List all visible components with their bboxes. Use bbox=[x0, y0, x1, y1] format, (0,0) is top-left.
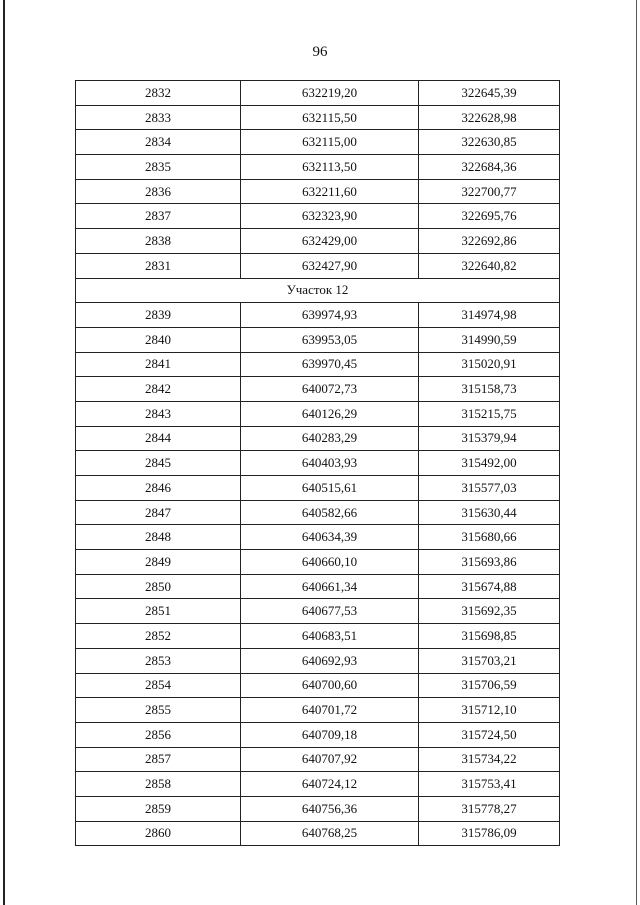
y-coordinate-cell: 322700,77 bbox=[419, 179, 560, 204]
x-coordinate-cell: 640661,34 bbox=[241, 574, 419, 599]
table-row bbox=[76, 550, 560, 575]
point-number-cell: 2839 bbox=[76, 303, 241, 328]
table-row bbox=[76, 352, 560, 377]
x-coordinate-cell: 639974,93 bbox=[241, 303, 419, 328]
table-row bbox=[76, 179, 560, 204]
y-coordinate-cell: 322645,39 bbox=[419, 81, 560, 106]
y-coordinate-cell: 315577,03 bbox=[419, 476, 560, 501]
point-number-cell: 2834 bbox=[76, 130, 241, 155]
x-coordinate-cell: 640700,60 bbox=[241, 673, 419, 698]
point-number-cell: 2833 bbox=[76, 105, 241, 130]
x-coordinate-cell: 639953,05 bbox=[241, 327, 419, 352]
y-coordinate-cell: 322628,98 bbox=[419, 105, 560, 130]
table-section-header bbox=[76, 278, 560, 303]
y-coordinate-cell: 314990,59 bbox=[419, 327, 560, 352]
y-coordinate-cell: 315753,41 bbox=[419, 772, 560, 797]
table-row bbox=[76, 105, 560, 130]
table-row bbox=[76, 451, 560, 476]
point-number-cell: 2847 bbox=[76, 500, 241, 525]
table-row bbox=[76, 204, 560, 229]
point-number-cell: 2835 bbox=[76, 155, 241, 180]
table-row bbox=[76, 81, 560, 106]
table-row bbox=[76, 253, 560, 278]
y-coordinate-cell: 314974,98 bbox=[419, 303, 560, 328]
x-coordinate-cell: 632429,00 bbox=[241, 229, 419, 254]
table-row bbox=[76, 426, 560, 451]
point-number-cell: 2856 bbox=[76, 722, 241, 747]
y-coordinate-cell: 315158,73 bbox=[419, 377, 560, 402]
x-coordinate-cell: 640683,51 bbox=[241, 624, 419, 649]
x-coordinate-cell: 640692,93 bbox=[241, 648, 419, 673]
page-left-edge bbox=[3, 0, 5, 905]
point-number-cell: 2858 bbox=[76, 772, 241, 797]
y-coordinate-cell: 322630,85 bbox=[419, 130, 560, 155]
y-coordinate-cell: 315692,35 bbox=[419, 599, 560, 624]
point-number-cell: 2845 bbox=[76, 451, 241, 476]
page-right-edge bbox=[636, 0, 637, 905]
point-number-cell: 2853 bbox=[76, 648, 241, 673]
x-coordinate-cell: 632427,90 bbox=[241, 253, 419, 278]
point-number-cell: 2843 bbox=[76, 401, 241, 426]
point-number-cell: 2859 bbox=[76, 796, 241, 821]
table-row bbox=[76, 476, 560, 501]
table-row bbox=[76, 574, 560, 599]
x-coordinate-cell: 632115,00 bbox=[241, 130, 419, 155]
y-coordinate-cell: 315778,27 bbox=[419, 796, 560, 821]
table-row bbox=[76, 130, 560, 155]
x-coordinate-cell: 640768,25 bbox=[241, 821, 419, 846]
y-coordinate-cell: 315724,50 bbox=[419, 722, 560, 747]
table-row bbox=[76, 500, 560, 525]
x-coordinate-cell: 640403,93 bbox=[241, 451, 419, 476]
y-coordinate-cell: 322640,82 bbox=[419, 253, 560, 278]
table-row bbox=[76, 698, 560, 723]
table-row bbox=[76, 599, 560, 624]
y-coordinate-cell: 315379,94 bbox=[419, 426, 560, 451]
x-coordinate-cell: 640724,12 bbox=[241, 772, 419, 797]
point-number-cell: 2849 bbox=[76, 550, 241, 575]
table-row bbox=[76, 229, 560, 254]
table-row bbox=[76, 155, 560, 180]
point-number-cell: 2842 bbox=[76, 377, 241, 402]
y-coordinate-cell: 315706,59 bbox=[419, 673, 560, 698]
x-coordinate-cell: 640660,10 bbox=[241, 550, 419, 575]
point-number-cell: 2851 bbox=[76, 599, 241, 624]
point-number-cell: 2848 bbox=[76, 525, 241, 550]
x-coordinate-cell: 639970,45 bbox=[241, 352, 419, 377]
y-coordinate-cell: 322695,76 bbox=[419, 204, 560, 229]
point-number-cell: 2846 bbox=[76, 476, 241, 501]
point-number-cell: 2841 bbox=[76, 352, 241, 377]
x-coordinate-cell: 640283,29 bbox=[241, 426, 419, 451]
table-row bbox=[76, 722, 560, 747]
y-coordinate-cell: 315734,22 bbox=[419, 747, 560, 772]
table-row bbox=[76, 796, 560, 821]
point-number-cell: 2860 bbox=[76, 821, 241, 846]
table-row bbox=[76, 401, 560, 426]
table-row bbox=[76, 673, 560, 698]
point-number-cell: 2850 bbox=[76, 574, 241, 599]
x-coordinate-cell: 640126,29 bbox=[241, 401, 419, 426]
y-coordinate-cell: 315712,10 bbox=[419, 698, 560, 723]
y-coordinate-cell: 315786,09 bbox=[419, 821, 560, 846]
point-number-cell: 2836 bbox=[76, 179, 241, 204]
x-coordinate-cell: 640709,18 bbox=[241, 722, 419, 747]
y-coordinate-cell: 315698,85 bbox=[419, 624, 560, 649]
x-coordinate-cell: 640515,61 bbox=[241, 476, 419, 501]
y-coordinate-cell: 315703,21 bbox=[419, 648, 560, 673]
table-row bbox=[76, 525, 560, 550]
y-coordinate-cell: 315492,00 bbox=[419, 451, 560, 476]
y-coordinate-cell: 315674,88 bbox=[419, 574, 560, 599]
table-row bbox=[76, 327, 560, 352]
x-coordinate-cell: 640634,39 bbox=[241, 525, 419, 550]
x-coordinate-cell: 640707,92 bbox=[241, 747, 419, 772]
y-coordinate-cell: 315215,75 bbox=[419, 401, 560, 426]
x-coordinate-cell: 632211,60 bbox=[241, 179, 419, 204]
table-row bbox=[76, 747, 560, 772]
point-number-cell: 2840 bbox=[76, 327, 241, 352]
table-body-before-section bbox=[76, 81, 560, 279]
x-coordinate-cell: 632115,50 bbox=[241, 105, 419, 130]
y-coordinate-cell: 322692,86 bbox=[419, 229, 560, 254]
section-row bbox=[76, 278, 560, 303]
x-coordinate-cell: 640701,72 bbox=[241, 698, 419, 723]
point-number-cell: 2832 bbox=[76, 81, 241, 106]
point-number-cell: 2844 bbox=[76, 426, 241, 451]
table-row bbox=[76, 772, 560, 797]
x-coordinate-cell: 640582,66 bbox=[241, 500, 419, 525]
table-row bbox=[76, 821, 560, 846]
point-number-cell: 2838 bbox=[76, 229, 241, 254]
coordinates-table bbox=[75, 80, 560, 846]
point-number-cell: 2857 bbox=[76, 747, 241, 772]
y-coordinate-cell: 315680,66 bbox=[419, 525, 560, 550]
point-number-cell: 2854 bbox=[76, 673, 241, 698]
section-label: Участок 12 bbox=[76, 278, 560, 303]
x-coordinate-cell: 640756,36 bbox=[241, 796, 419, 821]
y-coordinate-cell: 315693,86 bbox=[419, 550, 560, 575]
x-coordinate-cell: 640072,73 bbox=[241, 377, 419, 402]
table-row bbox=[76, 624, 560, 649]
x-coordinate-cell: 632323,90 bbox=[241, 204, 419, 229]
y-coordinate-cell: 322684,36 bbox=[419, 155, 560, 180]
x-coordinate-cell: 632113,50 bbox=[241, 155, 419, 180]
point-number-cell: 2855 bbox=[76, 698, 241, 723]
table-row bbox=[76, 377, 560, 402]
y-coordinate-cell: 315630,44 bbox=[419, 500, 560, 525]
point-number-cell: 2831 bbox=[76, 253, 241, 278]
table-row bbox=[76, 648, 560, 673]
y-coordinate-cell: 315020,91 bbox=[419, 352, 560, 377]
table-body-after-section bbox=[76, 303, 560, 846]
point-number-cell: 2837 bbox=[76, 204, 241, 229]
table-row bbox=[76, 303, 560, 328]
x-coordinate-cell: 640677,53 bbox=[241, 599, 419, 624]
x-coordinate-cell: 632219,20 bbox=[241, 81, 419, 106]
point-number-cell: 2852 bbox=[76, 624, 241, 649]
page-number: 96 bbox=[312, 44, 328, 60]
